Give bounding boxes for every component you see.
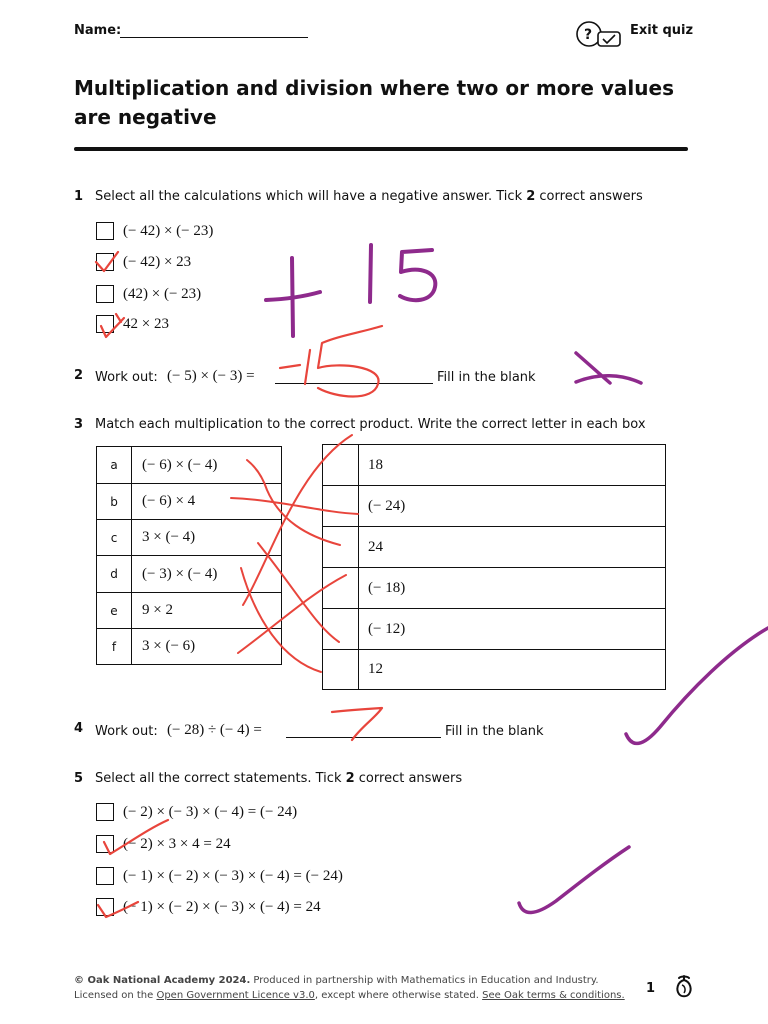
q3-right-row bbox=[323, 650, 666, 690]
page-number: 1 bbox=[646, 981, 656, 996]
q3-letter-box[interactable] bbox=[323, 609, 359, 650]
footer-credits bbox=[74, 973, 634, 1003]
q3-expression: 9 × 2 bbox=[132, 593, 282, 629]
q5-option-2-text: (− 2) × 3 × 4 = 24 bbox=[123, 836, 231, 852]
digit-five-handwriting bbox=[400, 250, 435, 300]
q3-letter: f bbox=[97, 629, 132, 665]
footer-line-2: Licensed on the Open Government Licence v3.0, except where otherwise stated. See Oak terms & conditions. bbox=[74, 990, 625, 1001]
q3-expression: (− 6) × (− 4) bbox=[132, 447, 282, 484]
q3-product: (− 18) bbox=[359, 568, 666, 609]
q3-letter: d bbox=[97, 556, 132, 593]
q3-product: 18 bbox=[359, 445, 666, 486]
q5-option-1-text: (− 2) × (− 3) × (− 4) = (− 24) bbox=[123, 804, 298, 820]
q3-product: (− 24) bbox=[359, 486, 666, 527]
q3-right-row bbox=[323, 486, 666, 527]
q3-left-row bbox=[97, 593, 282, 629]
q2-number: 2 bbox=[74, 368, 84, 383]
q3-right-row bbox=[323, 445, 666, 486]
q2-expression: (− 5) × (− 3) = bbox=[167, 368, 255, 384]
q2-answer-one bbox=[305, 350, 310, 384]
q3-number: 3 bbox=[74, 417, 84, 432]
q4-instruction: Fill in the blank bbox=[445, 724, 544, 739]
exit-quiz-label: Exit quiz bbox=[630, 23, 694, 38]
q3-letter-box[interactable] bbox=[323, 650, 359, 690]
q3-letter: e bbox=[97, 593, 132, 629]
q3-left-row bbox=[97, 556, 282, 593]
q4-expression: (− 28) ÷ (− 4) = bbox=[167, 722, 262, 738]
q5-number: 5 bbox=[74, 771, 84, 786]
page-title: Multiplication and division where two or more values are negative bbox=[74, 76, 674, 129]
name-label: Name: bbox=[74, 23, 122, 38]
q3-right-row bbox=[323, 527, 666, 568]
q3-left-table bbox=[96, 446, 282, 665]
digit-one-handwriting bbox=[370, 245, 371, 302]
q3-product: (− 12) bbox=[359, 609, 666, 650]
q3-prompt: Match each multiplication to the correct product. Write the correct letter in each box bbox=[95, 417, 646, 432]
q3-right-table bbox=[322, 444, 666, 690]
q1-option-2-text: (− 42) × 23 bbox=[123, 254, 192, 270]
q3-left-row bbox=[97, 629, 282, 665]
q5-option-2-checkbox[interactable] bbox=[96, 835, 114, 853]
q1-number: 1 bbox=[74, 189, 84, 204]
title-divider bbox=[74, 147, 688, 151]
q2-answer-five bbox=[318, 326, 382, 397]
name-field[interactable] bbox=[120, 37, 308, 38]
q2-answer-blank[interactable] bbox=[275, 383, 433, 384]
q1-option-1-checkbox[interactable] bbox=[96, 222, 114, 240]
q1-option-3-checkbox[interactable] bbox=[96, 285, 114, 303]
q3-letter-box[interactable] bbox=[323, 568, 359, 609]
q4-answer-blank[interactable] bbox=[286, 737, 441, 738]
q4-answer-seven bbox=[332, 708, 382, 740]
q2-label: Work out: bbox=[95, 370, 158, 385]
q3-letter-box[interactable] bbox=[323, 445, 359, 486]
q3-letter: a bbox=[97, 447, 132, 484]
q5-option-4-checkbox[interactable] bbox=[96, 898, 114, 916]
svg-text:?: ? bbox=[584, 27, 593, 43]
cross-mark bbox=[576, 353, 641, 383]
q3-left-row bbox=[97, 520, 282, 556]
licence-link[interactable]: Open Government Licence v3.0 bbox=[156, 990, 315, 1001]
q3-right-row bbox=[323, 609, 666, 650]
plus-sign-handwriting bbox=[266, 258, 320, 336]
q3-left-row bbox=[97, 484, 282, 520]
footer-line-1: © Oak National Academy 2024. Produced in partnership with Mathematics in Education and Industry. bbox=[74, 975, 599, 986]
q1-prompt: Select all the calculations which will have a negative answer. Tick 2 correct answers bbox=[95, 189, 643, 204]
q5-option-3-checkbox[interactable] bbox=[96, 867, 114, 885]
q3-expression: (− 6) × 4 bbox=[132, 484, 282, 520]
q4-label: Work out: bbox=[95, 724, 158, 739]
q2-answer-minus bbox=[280, 365, 300, 368]
q1-option-1-text: (− 42) × (− 23) bbox=[123, 223, 214, 239]
q5-option-1-checkbox[interactable] bbox=[96, 803, 114, 821]
q5-prompt: Select all the correct statements. Tick 2 correct answers bbox=[95, 771, 463, 786]
q3-expression: 3 × (− 4) bbox=[132, 520, 282, 556]
quiz-icon bbox=[574, 20, 624, 52]
q3-left-row bbox=[97, 447, 282, 484]
large-tick-q5 bbox=[519, 847, 629, 913]
q3-product: 24 bbox=[359, 527, 666, 568]
q3-product: 12 bbox=[359, 650, 666, 690]
q3-letter-box[interactable] bbox=[323, 486, 359, 527]
acorn-logo-icon bbox=[673, 972, 695, 1002]
q5-option-4-text: (− 1) × (− 2) × (− 3) × (− 4) = 24 bbox=[123, 899, 321, 915]
q3-letter-box[interactable] bbox=[323, 527, 359, 568]
q3-letter: b bbox=[97, 484, 132, 520]
q2-instruction: Fill in the blank bbox=[437, 370, 536, 385]
q1-option-2-checkbox[interactable] bbox=[96, 253, 114, 271]
q3-letter: c bbox=[97, 520, 132, 556]
q4-number: 4 bbox=[74, 721, 84, 736]
q5-option-3-text: (− 1) × (− 2) × (− 3) × (− 4) = (− 24) bbox=[123, 868, 343, 884]
q3-expression: 3 × (− 6) bbox=[132, 629, 282, 665]
q1-option-4-text: 42 × 23 bbox=[123, 316, 169, 332]
terms-link[interactable]: See Oak terms & conditions. bbox=[482, 990, 625, 1001]
q1-option-4-checkbox[interactable] bbox=[96, 315, 114, 333]
q3-right-row bbox=[323, 568, 666, 609]
q1-option-3-text: (42) × (− 23) bbox=[123, 286, 202, 302]
q3-expression: (− 3) × (− 4) bbox=[132, 556, 282, 593]
